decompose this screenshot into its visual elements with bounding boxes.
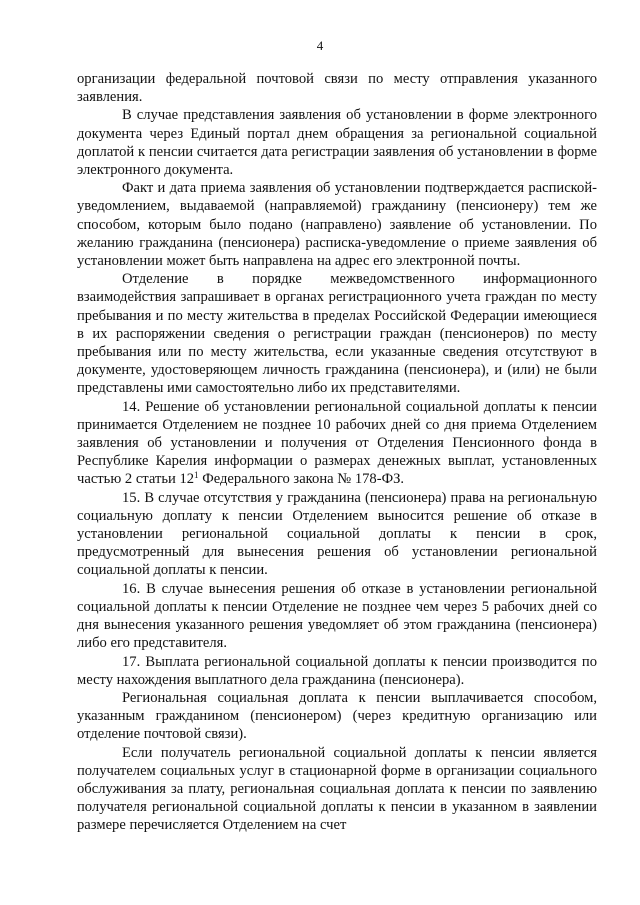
paragraph-3 [77, 179, 597, 270]
paragraph-3-text: Факт и дата приема заявления об установлении подтверждается распиской-уведомлением, выдаваемой (направляемой) гражданину (пенсионеру) тем же способом, которым было подано (направлено) заявление об установлении. По желанию гражданина (пенсионера) расписка-уведомление о приеме заявления об установлении может быть направлена на адрес его электронной почты. [77, 180, 597, 270]
page-number: 4 [316, 38, 324, 53]
paragraph-2-text: В случае представления заявления об установлении в форме электронного документа через Единый портал днем обращения за региональной социальной доплатой к пенсии считается дата регистрации заявления об установлении в форме электронного документа. [77, 107, 597, 179]
paragraph-2 [77, 106, 597, 179]
superscript-footnote: 1 [194, 470, 199, 481]
paragraph-item-14-tail: Федерального закона № 178-ФЗ. [198, 471, 405, 488]
paragraph-1-text: организации федеральной почтовой связи по месту отправления указанного заявления. [77, 71, 597, 106]
paragraph-10-text: Если получатель региональной социальной доплаты к пенсии является получателем социальных услуг в стационарной форме в организации социального обслуживания за плату, региональная социальная доплата к пенсии по заявлению получателя региональной социальной доплаты к пенсии в указанном в заявлении размере перечисляется Отделением на счет [77, 744, 597, 834]
paragraph-item-17 [77, 653, 597, 689]
paragraph-item-16 [77, 580, 597, 653]
paragraph-item-15 [77, 489, 597, 580]
paragraph-1 [77, 70, 597, 106]
paragraph-4-text: Отделение в порядке межведомственного информационного взаимодействия запрашивает в органах регистрационного учета граждан по месту пребывания и по месту жительства в пределах Российской Федерации имеющиеся в их распоряжении сведения о регистрации граждан (пенсионеров) по месту пребывания или по месту жительства, если указанные сведения отсутствуют в документе, удостоверяющем личность гражданина (пенсионера), и (или) не были представлены ими самостоятельно либо их представителями. [77, 271, 597, 397]
paragraph-item-14 [77, 398, 597, 489]
paragraph-10 [77, 744, 597, 835]
paragraph-9 [77, 689, 597, 744]
paragraph-item-14-text: 14. Решение об установлении региональной социальной доплаты к пенсии принимается Отделением не позднее 10 рабочих дней со дня приема Отделением заявления об установлении и получения от Отделения Пенсионного фонда в Республике Карелия информации о размерах денежных выплат, установленных частью 2 статьи 12 [77, 398, 597, 488]
document-body [77, 70, 597, 835]
paragraph-4 [77, 270, 597, 397]
paragraph-item-15-text: 15. В случае отсутствия у гражданина (пенсионера) права на региональную социальную доплату к пенсии Отделением выносится решение об отказе в установлении региональной социальной доплаты к пенсии в срок, предусмотренный для вынесения решения об установлении региональной социальной доплаты к пенсии. [77, 489, 597, 579]
paragraph-9-text: Региональная социальная доплата к пенсии выплачивается способом, указанным гражданином (пенсионером) (через кредитную организацию или отделение почтовой связи). [77, 689, 597, 743]
paragraph-item-16-text: 16. В случае вынесения решения об отказе в установлении региональной социальной доплаты к пенсии Отделение не позднее чем через 5 рабочих дней со дня вынесения указанного решения уведомляет об этом гражданина (пенсионера) либо его представителя. [77, 580, 597, 652]
paragraph-item-17-text: 17. Выплата региональной социальной доплаты к пенсии производится по месту нахождения выплатного дела гражданина (пенсионера). [77, 653, 597, 688]
